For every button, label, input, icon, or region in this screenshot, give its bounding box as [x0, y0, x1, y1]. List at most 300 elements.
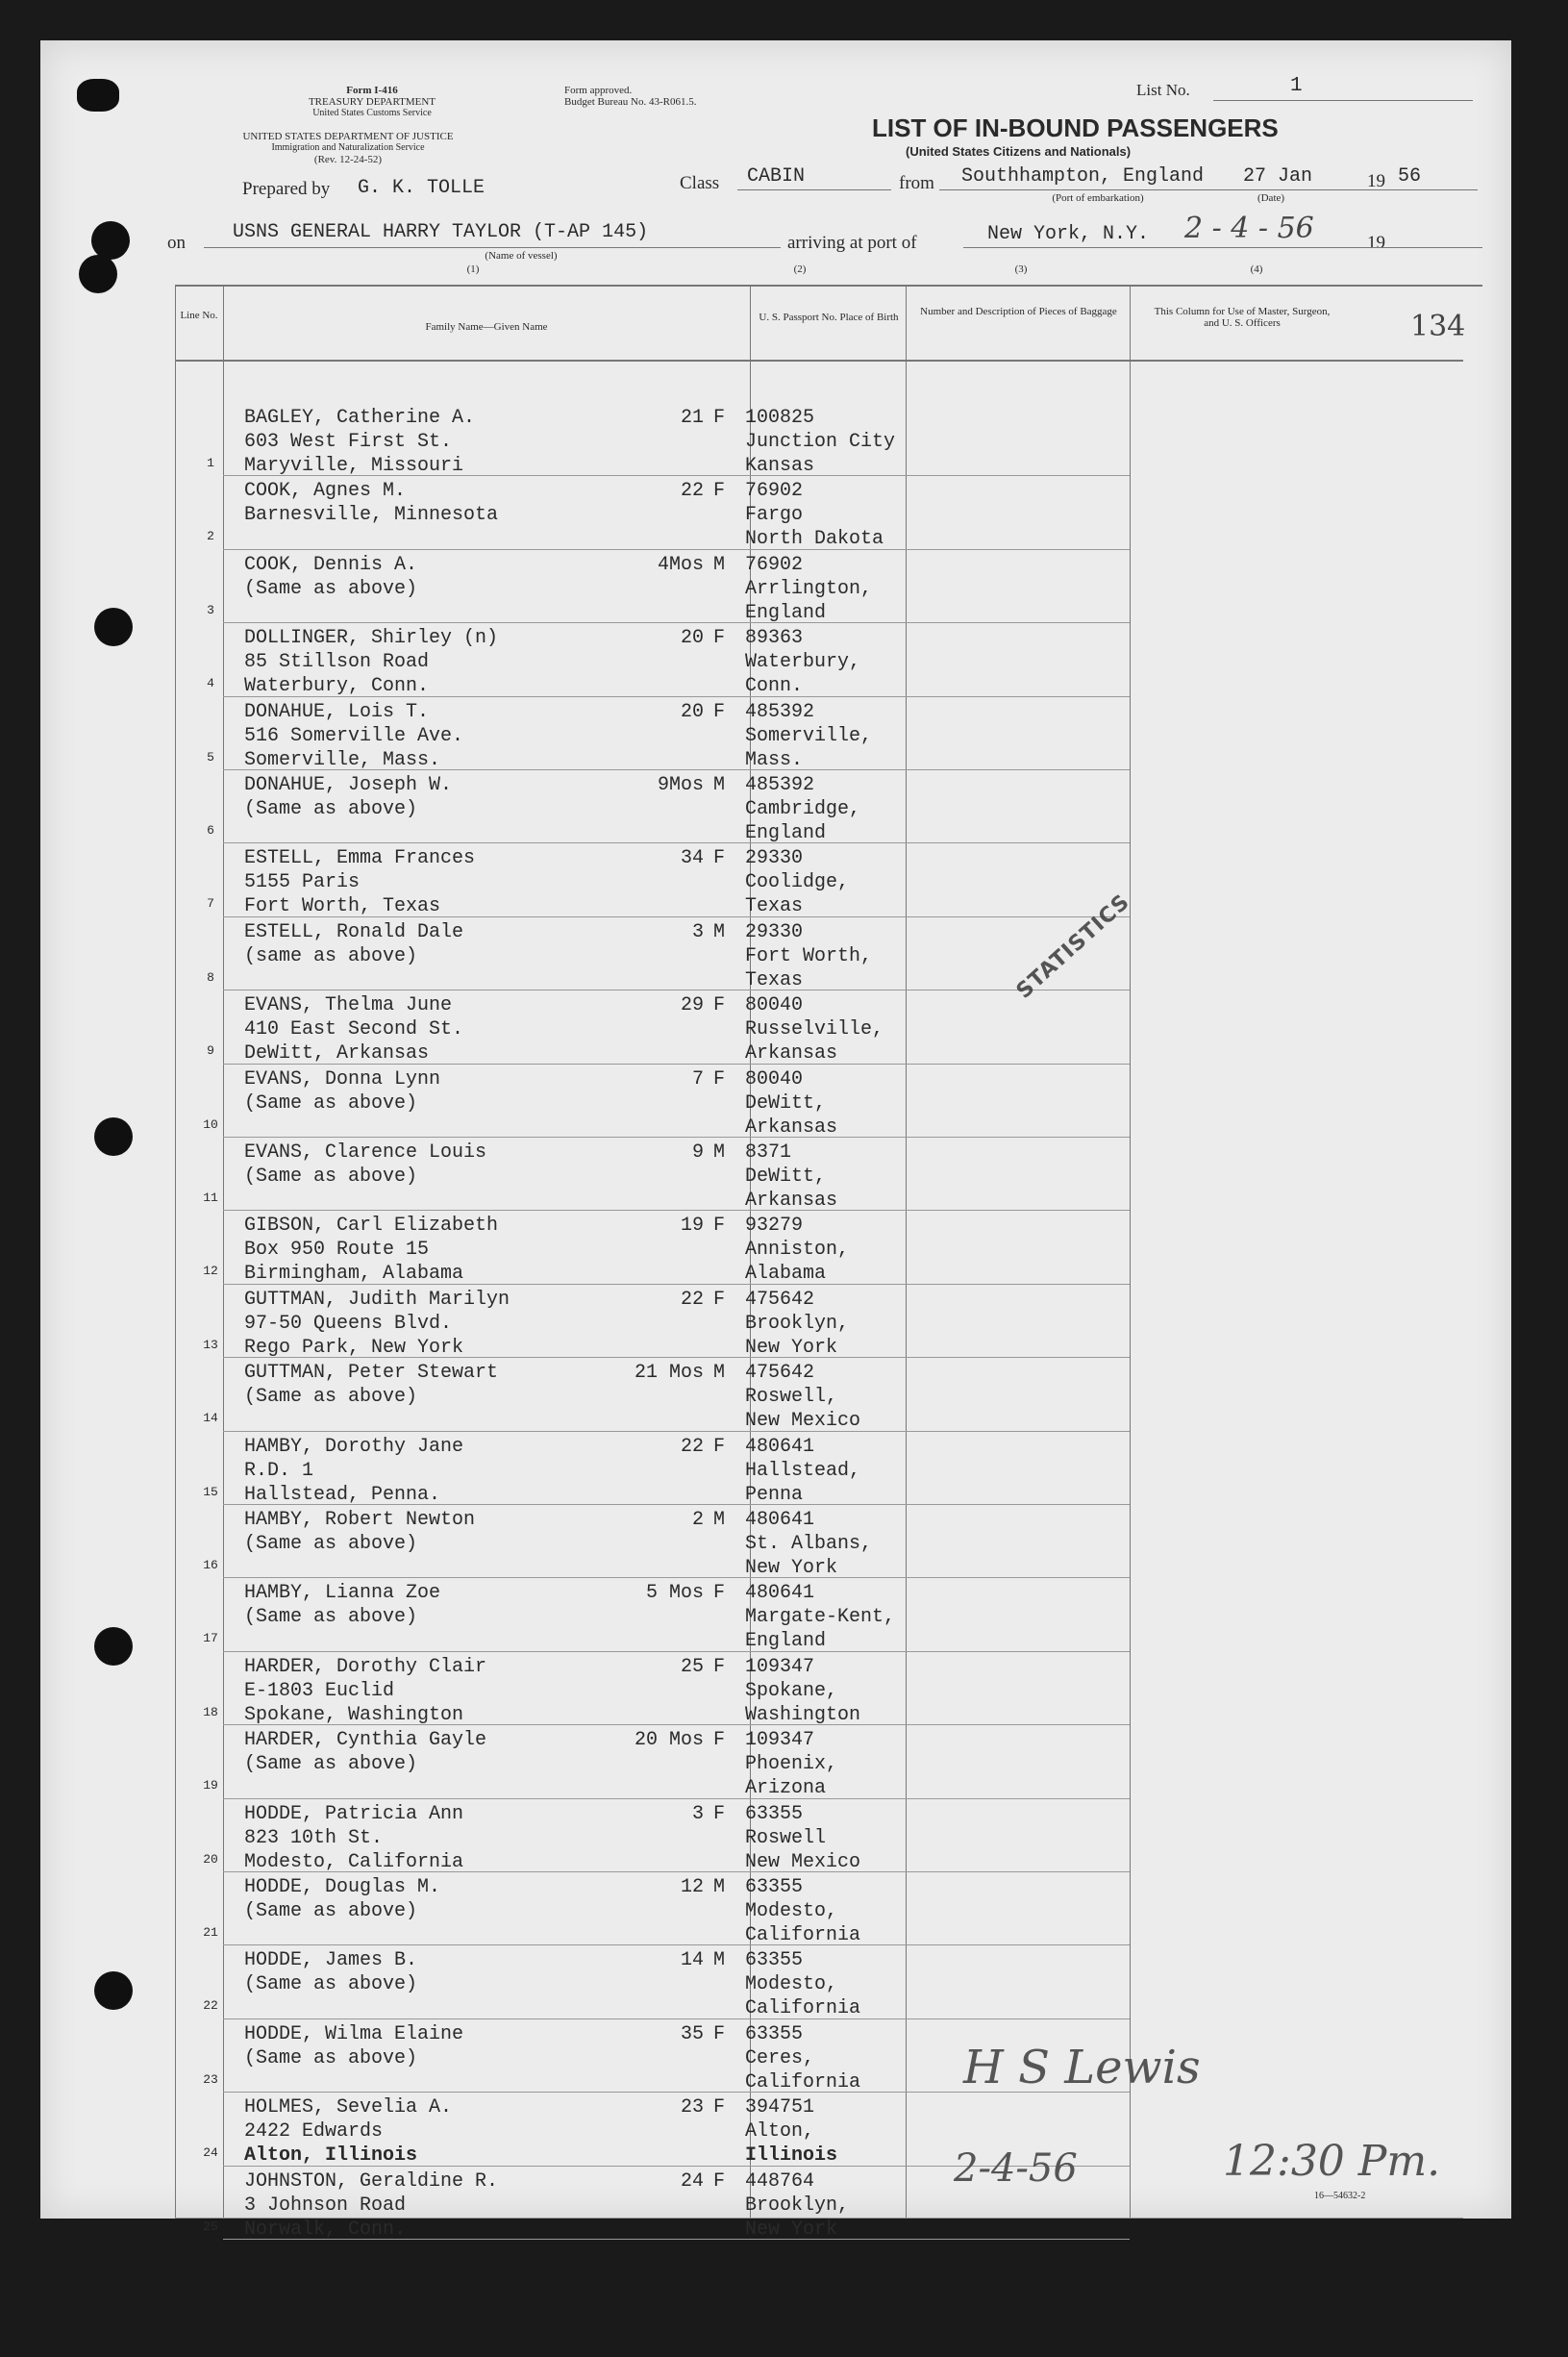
passenger-address-line: (Same as above) — [244, 1973, 418, 1996]
arrival-date-handwritten: 2 - 4 - 56 — [1184, 212, 1314, 245]
passenger-name-address — [244, 479, 498, 527]
passenger-name: EVANS, Thelma June — [244, 994, 453, 1017]
line-number: 4 — [207, 676, 214, 691]
line-number: 12 — [203, 1264, 218, 1279]
row-separator — [223, 1431, 1130, 1432]
line-number: 6 — [207, 823, 214, 838]
line-number: 10 — [203, 1116, 218, 1132]
passenger-age: 22 — [680, 480, 704, 503]
document-page — [40, 40, 1511, 2241]
caption-2: (2) — [793, 263, 807, 275]
passenger-address-line: DeWitt, Arkansas — [244, 1042, 430, 1066]
passenger-name: HODDE, James B. — [244, 1949, 418, 1972]
row-separator — [223, 1210, 1130, 1211]
passport-number: 8371 — [745, 1141, 792, 1164]
passenger-address-line: Somerville, Mass. — [244, 748, 441, 771]
passenger-name-address — [244, 1728, 486, 1776]
birthplace-line: Arkansas — [745, 1116, 838, 1139]
passenger-age: 29 — [680, 994, 704, 1017]
passenger-address-line: (Same as above) — [244, 1533, 418, 1555]
birthplace-line: Kansas — [745, 455, 815, 477]
inspector-signature: H S Lewis — [963, 2041, 1201, 2094]
line-number: 18 — [203, 1704, 218, 1719]
binder-hole — [94, 1971, 133, 2010]
passenger-sex: F — [713, 1288, 726, 1311]
page-number: 134 — [1410, 310, 1466, 343]
row-separator — [223, 1284, 1130, 1285]
binder-hole — [94, 1117, 133, 1156]
birthplace-line: England — [745, 1630, 827, 1653]
passenger-address-line: Barnesville, Minnesota — [244, 504, 499, 527]
passport-number: 480641 — [745, 1509, 815, 1531]
form-number: Form I-416 — [346, 85, 398, 96]
passport-and-birthplace — [745, 2095, 837, 2168]
passport-and-birthplace — [745, 1802, 860, 1874]
passenger-address-line: 603 West First St. — [244, 431, 453, 453]
passenger-age: 4Mos — [657, 553, 704, 576]
passenger-address-line: Rego Park, New York — [244, 1336, 464, 1359]
passenger-sex: M — [713, 1509, 726, 1531]
passport-and-birthplace — [745, 626, 860, 698]
budget-bureau: Budget Bureau No. 43-R061.5. — [564, 96, 697, 108]
form-approved: Form approved. — [564, 85, 633, 96]
passport-number: 89363 — [745, 627, 804, 650]
passport-number: 29330 — [745, 920, 804, 943]
prepared-by: G. K. TOLLE — [358, 177, 485, 199]
class-value: CABIN — [747, 165, 806, 188]
class-label: Class — [680, 173, 720, 193]
birthplace-line: Penna — [745, 1483, 804, 1506]
passenger-name-address — [244, 700, 463, 772]
birthplace-line: Arkansas — [745, 1190, 838, 1212]
passport-number: 63355 — [745, 1949, 804, 1972]
row-separator — [223, 549, 1130, 550]
vessel-caption: (Name of vessel) — [485, 250, 558, 262]
treasury-dept: TREASURY DEPARTMENT — [308, 96, 436, 108]
passenger-sex: F — [713, 2022, 726, 2045]
passenger-address-line: Waterbury, Conn. — [244, 675, 430, 698]
passenger-age: 34 — [680, 847, 704, 870]
passenger-sex: M — [713, 920, 726, 943]
line-number: 16 — [203, 1558, 218, 1572]
passenger-age: 7 — [691, 1067, 704, 1091]
birthplace-line: Junction City — [745, 431, 896, 453]
row-separator — [223, 1871, 1130, 1872]
passenger-address-line: Hallstead, Penna. — [244, 1483, 441, 1506]
passport-number: 63355 — [745, 1876, 804, 1898]
passenger-name-address — [244, 2095, 452, 2168]
passenger-name-address — [244, 920, 463, 968]
passenger-sex: F — [713, 700, 726, 723]
birthplace-line: New York — [745, 1557, 838, 1579]
passenger-name-address — [244, 1802, 463, 1874]
birthplace-line: Arrlington, — [745, 577, 873, 600]
page-title: LIST OF IN-BOUND PASSENGERS — [872, 113, 1279, 142]
caption-4: (4) — [1250, 263, 1263, 275]
passenger-age: 22 — [680, 1288, 704, 1311]
passenger-name-address — [244, 846, 475, 918]
passenger-sex: F — [713, 994, 726, 1017]
list-no-underline — [1213, 100, 1473, 101]
passport-and-birthplace — [745, 1948, 860, 2020]
passenger-address-line: (same as above) — [244, 944, 418, 967]
passenger-sex: F — [713, 1582, 726, 1605]
caption-3: (3) — [1014, 263, 1028, 275]
birthplace-line: Coolidge, — [745, 871, 850, 894]
passenger-age: 9Mos — [657, 774, 704, 796]
passenger-sex: M — [713, 774, 726, 796]
line-number: 17 — [203, 1631, 218, 1646]
birthplace-line: California — [745, 1924, 861, 1946]
passenger-sex: F — [713, 2096, 726, 2119]
vessel-name: USNS GENERAL HARRY TAYLOR (T-AP 145) — [233, 221, 649, 243]
passenger-sex: M — [713, 1362, 726, 1385]
birthplace-line: Roswell — [745, 1826, 827, 1849]
passenger-address-line: 3 Johnson Road — [244, 2194, 407, 2217]
birthplace-line: Alabama — [745, 1263, 827, 1286]
passenger-name: COOK, Agnes M. — [244, 480, 407, 503]
passenger-address-line: (Same as above) — [244, 1900, 418, 1922]
line-number: 13 — [203, 1337, 218, 1352]
passenger-name: DONAHUE, Lois T. — [244, 700, 430, 723]
passenger-address-line: E-1803 Euclid — [244, 1679, 395, 1702]
passenger-age: 20 — [680, 627, 704, 650]
col-header-officers: This Column for Use of Master, Surgeon, and U. S. Officers — [1154, 306, 1331, 329]
passenger-name-address — [244, 1875, 440, 1923]
row-separator — [223, 1651, 1130, 1652]
passenger-address-line: Norwalk, Conn. — [244, 2218, 407, 2241]
from-value: Southhampton, England — [961, 165, 1205, 188]
row-separator — [223, 1944, 1130, 1945]
passenger-age: 9 — [691, 1141, 704, 1164]
row-separator — [223, 1504, 1130, 1505]
passenger-name-address — [244, 1948, 417, 1996]
passport-and-birthplace — [745, 700, 872, 772]
passenger-age: 12 — [680, 1876, 704, 1898]
binder-hole-mark — [77, 79, 119, 112]
passenger-address-line: (Same as above) — [244, 1753, 418, 1776]
passenger-age: 19 — [680, 1215, 704, 1238]
row-separator — [223, 916, 1130, 917]
passport-and-birthplace — [745, 2169, 849, 2242]
footer-code: 16—54632-2 — [1314, 2191, 1366, 2201]
passport-and-birthplace — [745, 1435, 860, 1507]
passenger-name: DOLLINGER, Shirley (n) — [244, 627, 499, 650]
birthplace-line: New Mexico — [745, 1410, 861, 1433]
birthplace-line: North Dakota — [745, 528, 884, 551]
arrival-port: New York, N.Y. — [987, 223, 1150, 245]
birthplace-line: New York — [745, 2218, 838, 2241]
passenger-address-line: 97-50 Queens Blvd. — [244, 1312, 453, 1335]
passenger-name: JOHNSTON, Geraldine R. — [244, 2169, 499, 2193]
passenger-sex: F — [713, 1215, 726, 1238]
birthplace-line: Illinois — [745, 2144, 838, 2168]
passenger-name: COOK, Dennis A. — [244, 553, 418, 576]
birthplace-line: Spokane, — [745, 1679, 838, 1702]
passport-and-birthplace — [745, 1728, 837, 1800]
passport-and-birthplace — [745, 1508, 872, 1580]
passenger-address-line: Fort Worth, Texas — [244, 895, 441, 918]
birthplace-line: Texas — [745, 968, 804, 991]
passport-number: 109347 — [745, 1655, 815, 1678]
passenger-age: 20 — [680, 700, 704, 723]
list-no-label: List No. — [1136, 81, 1190, 99]
passenger-age: 35 — [680, 2022, 704, 2045]
passenger-age: 24 — [680, 2169, 704, 2193]
passenger-name: GIBSON, Carl Elizabeth — [244, 1215, 499, 1238]
passenger-address-line: (Same as above) — [244, 1606, 418, 1629]
passenger-name: HARDER, Dorothy Clair — [244, 1655, 487, 1678]
passenger-age: 3 — [691, 1802, 704, 1825]
birthplace-line: Arizona — [745, 1777, 827, 1800]
birthplace-line: Ceres, — [745, 2046, 815, 2069]
passenger-name: GUTTMAN, Peter Stewart — [244, 1362, 499, 1385]
passenger-name: HARDER, Cynthia Gayle — [244, 1729, 487, 1752]
passenger-address-line: 410 East Second St. — [244, 1018, 464, 1041]
passenger-name: HODDE, Douglas M. — [244, 1876, 441, 1898]
row-separator — [223, 1577, 1130, 1578]
passenger-name: HODDE, Patricia Ann — [244, 1802, 464, 1825]
passenger-sex: F — [713, 1435, 726, 1458]
passport-and-birthplace — [745, 1361, 860, 1433]
line-number: 1 — [207, 456, 214, 470]
col-header-line: Line No. — [180, 310, 218, 321]
passport-number: 63355 — [745, 2022, 804, 2045]
passenger-name-address — [244, 406, 475, 478]
passport-and-birthplace — [745, 993, 884, 1066]
birthplace-line: St. Albans, — [745, 1533, 873, 1555]
line-number: 5 — [207, 749, 214, 765]
from-label: from — [899, 173, 934, 193]
passenger-address-line: 516 Somerville Ave. — [244, 724, 464, 747]
birthplace-line: Brooklyn, — [745, 2194, 850, 2217]
birthplace-line: Washington — [745, 1703, 861, 1726]
line-number: 8 — [207, 969, 214, 985]
passport-and-birthplace — [745, 1655, 860, 1727]
passenger-name-address — [244, 2169, 498, 2242]
passenger-sex: M — [713, 1876, 726, 1898]
passenger-name-address — [244, 773, 452, 821]
passenger-name-address — [244, 553, 417, 601]
birthplace-line: Anniston, — [745, 1239, 850, 1262]
passenger-address-line: (Same as above) — [244, 1091, 418, 1115]
signature-time: 12:30 Pm. — [1223, 2137, 1441, 2186]
row-separator — [223, 2239, 1130, 2240]
prepared-label: Prepared by — [242, 179, 331, 199]
birthplace-line: Russelville, — [745, 1018, 884, 1041]
passenger-name: BAGLEY, Catherine A. — [244, 407, 476, 429]
birthplace-line: New York — [745, 1336, 838, 1359]
row-separator — [223, 842, 1130, 843]
birthplace-line: Arkansas — [745, 1042, 838, 1066]
port-embark-caption: (Port of embarkation) — [1052, 192, 1144, 204]
passenger-age: 3 — [691, 920, 704, 943]
passenger-sex: F — [713, 627, 726, 650]
birthplace-line: DeWitt, — [745, 1091, 827, 1115]
passport-and-birthplace — [745, 479, 884, 551]
justice-dept: UNITED STATES DEPARTMENT OF JUSTICE — [242, 131, 454, 142]
vessel-underline — [204, 247, 781, 248]
passenger-name-address — [244, 1508, 475, 1556]
col-baggage-rule — [1130, 285, 1131, 2218]
passport-number: 475642 — [745, 1288, 815, 1311]
birthplace-line: Alton, — [745, 2120, 815, 2144]
row-separator — [223, 475, 1130, 476]
passenger-name: EVANS, Clarence Louis — [244, 1141, 487, 1164]
passenger-name-address — [244, 626, 498, 698]
page-subtitle: (United States Citizens and Nationals) — [906, 144, 1132, 159]
passenger-address-line: Modesto, California — [244, 1850, 464, 1873]
passenger-name: HAMBY, Dorothy Jane — [244, 1435, 464, 1458]
row-separator — [223, 1724, 1130, 1725]
passenger-age: 2 — [691, 1509, 704, 1531]
table-top-rule — [175, 285, 1482, 287]
row-separator — [223, 769, 1130, 770]
birthplace-line: Margate-Kent, — [745, 1606, 896, 1629]
passenger-age: 21 Mos — [634, 1362, 704, 1385]
passenger-sex: F — [713, 1802, 726, 1825]
passenger-age: 14 — [680, 1949, 704, 1972]
birthplace-line: Mass. — [745, 748, 804, 771]
birthplace-line: Brooklyn, — [745, 1312, 850, 1335]
passport-number: 485392 — [745, 774, 815, 796]
passport-number: 109347 — [745, 1729, 815, 1752]
passport-and-birthplace — [745, 1214, 849, 1286]
passenger-name: HOLMES, Sevelia A. — [244, 2096, 453, 2119]
passenger-name: DONAHUE, Joseph W. — [244, 774, 453, 796]
passenger-address-line: 823 10th St. — [244, 1826, 384, 1849]
passenger-sex: F — [713, 480, 726, 503]
passport-number: 76902 — [745, 480, 804, 503]
arriving-label: arriving at port of — [787, 233, 917, 253]
passport-and-birthplace — [745, 1288, 849, 1360]
line-number: 23 — [203, 2071, 218, 2087]
passenger-sex: F — [713, 1729, 726, 1752]
col-header-name: Family Name—Given Name — [425, 321, 548, 333]
caption-1: (1) — [466, 263, 480, 275]
passport-number: 100825 — [745, 407, 815, 429]
line-number: 3 — [207, 602, 214, 617]
year-value: 56 — [1398, 165, 1422, 188]
birthplace-line: Phoenix, — [745, 1753, 838, 1776]
binder-hole — [91, 221, 130, 260]
passenger-name-address — [244, 2022, 463, 2070]
line-number: 7 — [207, 896, 214, 912]
passenger-address-line: Birmingham, Alabama — [244, 1263, 464, 1286]
passenger-address-line: (Same as above) — [244, 577, 418, 600]
passenger-age: 22 — [680, 1435, 704, 1458]
passenger-sex: M — [713, 553, 726, 576]
passenger-name-address — [244, 1435, 463, 1507]
passenger-sex: F — [713, 847, 726, 870]
passenger-age: 20 Mos — [634, 1729, 704, 1752]
col-passport-rule — [906, 285, 907, 2218]
birthplace-line: California — [745, 1997, 861, 2020]
passport-number: 475642 — [745, 1362, 815, 1385]
line-number: 22 — [203, 1998, 218, 2014]
passport-and-birthplace — [745, 846, 849, 918]
birthplace-line: England — [745, 601, 827, 624]
passenger-age: 25 — [680, 1655, 704, 1678]
birthplace-line: Hallstead, — [745, 1459, 861, 1482]
birthplace-line: California — [745, 2070, 861, 2094]
passenger-name: EVANS, Donna Lynn — [244, 1067, 441, 1091]
row-separator — [223, 622, 1130, 623]
birthplace-line: Modesto, — [745, 1973, 838, 1996]
passport-number: 29330 — [745, 847, 804, 870]
passenger-address-line: (Same as above) — [244, 1386, 418, 1409]
line-number: 21 — [203, 1925, 218, 1940]
col-header-passport: U. S. Passport No. Place of Birth — [759, 312, 899, 323]
passport-and-birthplace — [745, 553, 872, 625]
revision: (Rev. 12-24-52) — [313, 154, 383, 165]
table-left-rule — [175, 285, 176, 2218]
passenger-address-line: Maryville, Missouri — [244, 455, 464, 477]
passenger-name: HAMBY, Lianna Zoe — [244, 1582, 441, 1605]
passenger-sex: F — [713, 1067, 726, 1091]
binder-hole — [94, 1627, 133, 1666]
customs-service: United States Customs Service — [312, 108, 432, 118]
passport-and-birthplace — [745, 1875, 860, 1947]
year-prefix: 19 — [1367, 171, 1385, 191]
date-value: 27 Jan — [1243, 165, 1313, 188]
line-number: 11 — [203, 1191, 218, 1205]
row-separator — [223, 2018, 1130, 2019]
passenger-sex: M — [713, 1141, 726, 1164]
passport-number: 394751 — [745, 2096, 815, 2119]
arrival-underline — [963, 247, 1482, 248]
passport-and-birthplace — [745, 406, 895, 478]
passenger-address-line: 5155 Paris — [244, 871, 361, 894]
table-header-rule — [175, 360, 1463, 362]
row-separator — [223, 1064, 1130, 1065]
passenger-name-address — [244, 1581, 440, 1629]
line-number: 25 — [203, 2219, 218, 2234]
passenger-name: GUTTMAN, Judith Marilyn — [244, 1288, 510, 1311]
passport-and-birthplace — [745, 1141, 837, 1213]
from-underline — [939, 189, 1478, 190]
birthplace-line: Roswell, — [745, 1386, 838, 1409]
list-no-value: 1 — [1290, 75, 1303, 97]
birthplace-line: Cambridge, — [745, 798, 861, 820]
binder-hole — [79, 255, 117, 293]
row-separator — [223, 696, 1130, 697]
line-number: 14 — [203, 1411, 218, 1426]
passenger-address-line: (Same as above) — [244, 1166, 418, 1188]
col-header-baggage: Number and Description of Pieces of Baggage — [920, 306, 1117, 317]
passenger-address-line: 85 Stillson Road — [244, 651, 430, 674]
line-number: 9 — [207, 1043, 214, 1059]
passenger-name-address — [244, 1288, 510, 1360]
passport-number: 80040 — [745, 1067, 804, 1091]
passport-number: 480641 — [745, 1435, 815, 1458]
passenger-address-line: (Same as above) — [244, 2046, 418, 2069]
birthplace-line: Waterbury, — [745, 651, 861, 674]
passenger-name-address — [244, 993, 463, 1066]
passenger-name: ESTELL, Emma Frances — [244, 847, 476, 870]
class-underline — [737, 189, 891, 190]
line-number: 19 — [203, 1778, 218, 1793]
passport-and-birthplace — [745, 1581, 895, 1653]
passenger-name: ESTELL, Ronald Dale — [244, 920, 464, 943]
passport-number: 480641 — [745, 1582, 815, 1605]
birthplace-line: Somerville, — [745, 724, 873, 747]
passport-number: 485392 — [745, 700, 815, 723]
passenger-age: 5 Mos — [645, 1582, 704, 1605]
binder-hole — [94, 608, 133, 646]
birthplace-line: New Mexico — [745, 1850, 861, 1873]
passport-number: 80040 — [745, 994, 804, 1017]
